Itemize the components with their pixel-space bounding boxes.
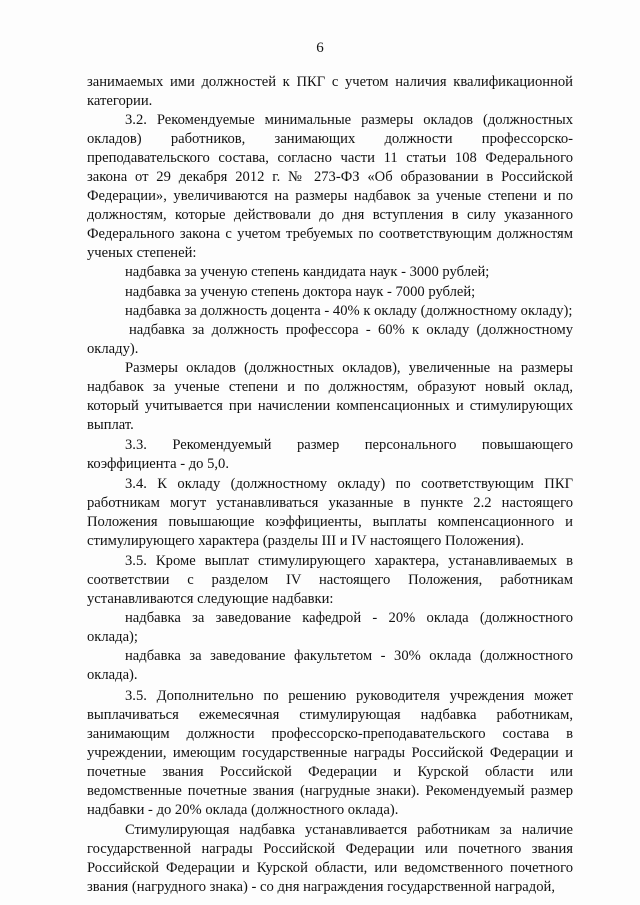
paragraph-new-salary: Размеры окладов (должностных окладов), увеличенные на размеры надбавок за ученые степени и по должностям, образуют новый оклад, который учитывается при начислении компенсационных и стимулирующих выплат. — [87, 359, 573, 433]
list-item-doctor-bonus: надбавка за ученую степень доктора наук - 7000 рублей; — [125, 283, 476, 300]
list-item-faculty-head-bonus: надбавка за заведование факультетом - 30% оклада (должностного оклада). — [87, 648, 573, 684]
list-item-department-head-bonus: надбавка за заведование кафедрой - 20% оклада (должностного оклада); — [87, 610, 573, 646]
list-item-candidate-bonus: надбавка за ученую степень кандидата наук - 3000 рублей; — [125, 264, 490, 281]
paragraph-3-2: 3.2. Рекомендуемые минимальные размеры окладов (должностных окладов) работников, занимающих должности профессорско-преподавательского состава, согласно части 11 статьи 108 Федерального закона от 29 декабря 2012 г. № 273-ФЗ «Об образовании в Российской Федерации», увеличиваются на размеры надбавок за ученые степени и по должностям, которые действовали до дня вступления в силу указанного Федерального закона с учетом требуемых по соответствующим должностям ученых степеней: — [87, 112, 573, 262]
document-body — [87, 73, 573, 897]
list-item-docent-bonus: надбавка за должность доцента - 40% к окладу (должностному окладу); — [125, 302, 573, 319]
paragraph-3-4: 3.4. К окладу (должностному окладу) по соответствующим ПКГ работникам могут устанавливаться указанные в пункте 2.2 настоящего Положения повышающие коэффициенты, выплаты компенсационного и стимулирующего характера (разделы III и IV настоящего Положения). — [87, 475, 573, 550]
paragraph-3-5: 3.5. Кроме выплат стимулирующего характера, устанавливаемых в соответствии с разделом IV настоящего Положения, работникам устанавливаются следующие надбавки: — [87, 553, 573, 608]
paragraph-continuation: занимаемых ими должностей к ПКГ с учетом наличия квалификационной категории. — [87, 74, 573, 110]
paragraph-3-5-additional: 3.5. Дополнительно по решению руководителя учреждения может выплачиваться ежемесячная стимулирующая надбавка работникам, занимающим должности профессорско-преподавательского состава в учреждении, имеющим государственные награды Российской Федерации и почетные звания Российской Федерации и Курской области или ведомственные почетные звания (нагрудные знаки). Рекомендуемый размер надбавки - до 20% оклада (должностного оклада). — [87, 687, 573, 818]
paragraph-award-bonus: Стимулирующая надбавка устанавливается работникам за наличие государственной награды Российской Федерации или почетного звания Российской Федерации и Курской области, или ведомственного почетного звания (нагрудного знака) - со дня награждения государственной наградой, — [87, 821, 573, 895]
paragraph-3-3: 3.3. Рекомендуемый размер персонального повышающего коэффициента - до 5,0. — [87, 436, 573, 472]
page-number: 6 — [316, 40, 324, 56]
list-item-professor-bonus: надбавка за должность профессора - 60% к окладу (должностному окладу). — [87, 321, 573, 357]
